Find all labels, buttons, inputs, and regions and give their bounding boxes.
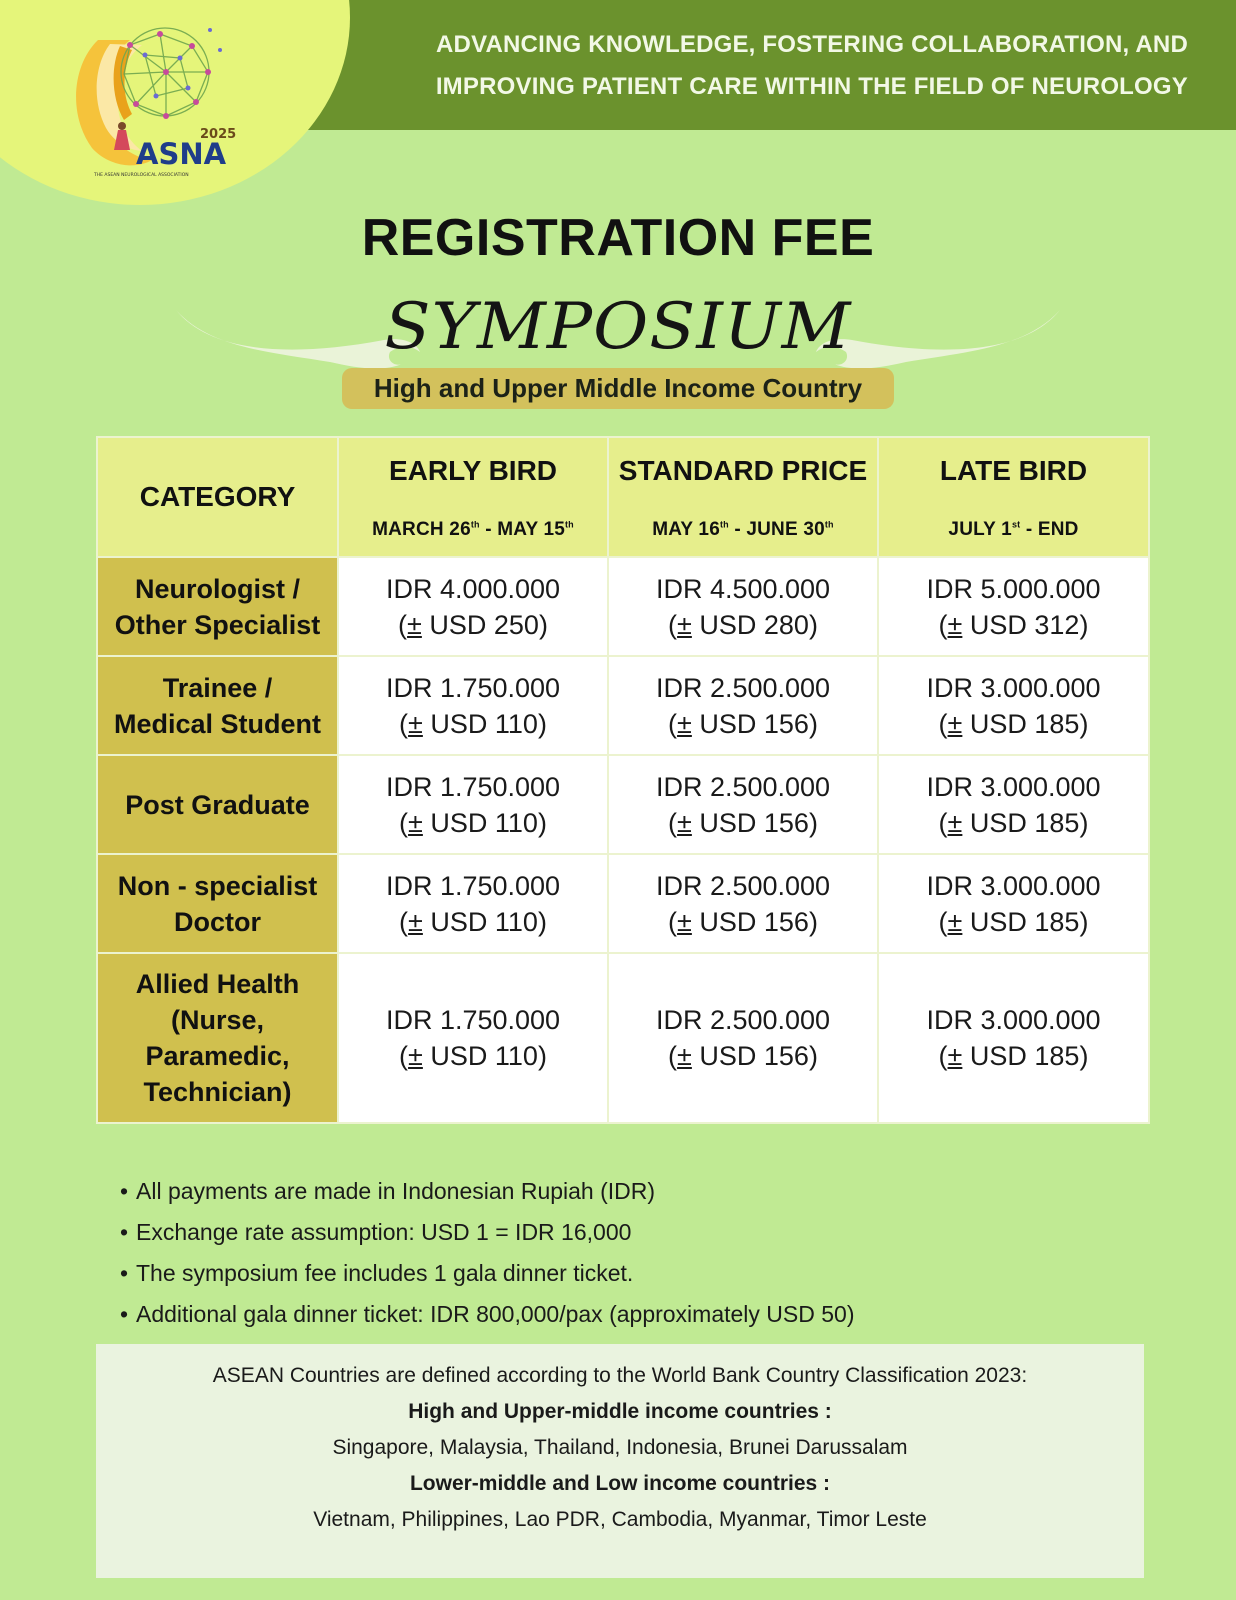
table-row bbox=[97, 557, 1149, 656]
country-classification-box bbox=[96, 1344, 1144, 1578]
column-header bbox=[878, 437, 1149, 557]
income-group-badge: High and Upper Middle Income Country bbox=[342, 368, 894, 409]
group1-label: High and Upper-middle income countries : bbox=[408, 1400, 832, 1423]
approx-sign: ± bbox=[408, 906, 423, 937]
approx-sign: ± bbox=[677, 1041, 692, 1071]
price-usd: (± USD 280) bbox=[668, 609, 818, 640]
price-cell bbox=[878, 656, 1149, 755]
price-cell bbox=[878, 557, 1149, 656]
approx-sign: ± bbox=[407, 609, 422, 640]
column-name: LATE BIRD bbox=[939, 455, 1088, 486]
price-idr: IDR 1.750.000 bbox=[385, 1005, 561, 1035]
table-row bbox=[97, 854, 1149, 953]
price-idr: IDR 5.000.000 bbox=[926, 573, 1101, 604]
note-item: • The symposium fee includes 1 gala dinner ticket. bbox=[120, 1253, 855, 1294]
approx-sign: ± bbox=[677, 906, 692, 937]
price-usd: (± USD 156) bbox=[668, 807, 818, 838]
fee-table bbox=[96, 436, 1150, 1124]
approx-sign: ± bbox=[408, 807, 423, 838]
category-cell bbox=[97, 953, 338, 1123]
category-cell bbox=[97, 656, 338, 755]
price-usd: (± USD 110) bbox=[399, 1041, 547, 1071]
category-line: (Nurse, bbox=[170, 1005, 265, 1035]
table-row bbox=[97, 953, 1149, 1123]
group2-countries: Vietnam, Philippines, Lao PDR, Cambodia, Myanmar, Timor Leste bbox=[313, 1508, 927, 1531]
price-idr: IDR 3.000.000 bbox=[926, 771, 1101, 802]
approx-sign: ± bbox=[947, 906, 963, 937]
price-usd: (± USD 110) bbox=[399, 906, 547, 937]
logo-org-name: THE ASEAN NEUROLOGICAL ASSOCIATION bbox=[94, 173, 189, 178]
asna-logo bbox=[60, 10, 250, 180]
price-cell bbox=[338, 755, 608, 854]
price-idr: IDR 4.000.000 bbox=[385, 573, 561, 604]
approx-sign: ± bbox=[677, 609, 692, 640]
column-name: STANDARD PRICE bbox=[618, 455, 868, 486]
approx-sign: ± bbox=[677, 708, 692, 739]
price-usd: (± USD 156) bbox=[668, 906, 818, 937]
category-line: Paramedic, bbox=[145, 1041, 290, 1071]
price-usd: (± USD 185) bbox=[938, 1041, 1089, 1071]
price-cell bbox=[608, 557, 878, 656]
category-cell bbox=[97, 854, 338, 953]
category-header: CATEGORY bbox=[97, 437, 338, 557]
price-idr: IDR 2.500.000 bbox=[655, 672, 831, 703]
category-line: Allied Health bbox=[135, 969, 300, 999]
approx-sign: ± bbox=[947, 1041, 963, 1071]
column-header bbox=[338, 437, 608, 557]
price-usd: (± USD 156) bbox=[668, 708, 818, 739]
price-idr: IDR 3.000.000 bbox=[926, 870, 1101, 901]
category-line: Other Specialist bbox=[114, 609, 321, 640]
tagline bbox=[368, 24, 1188, 108]
price-cell bbox=[608, 953, 878, 1123]
price-cell bbox=[338, 953, 608, 1123]
fee-table-body bbox=[97, 557, 1149, 1123]
note-item: • Additional gala dinner ticket: IDR 800,000/pax (approximately USD 50) bbox=[120, 1294, 855, 1335]
table-row bbox=[97, 656, 1149, 755]
price-cell bbox=[608, 755, 878, 854]
note-item: • All payments are made in Indonesian Rupiah (IDR) bbox=[120, 1171, 855, 1212]
logo-year: 2025 bbox=[200, 127, 237, 142]
column-name: EARLY BIRD bbox=[388, 455, 558, 486]
approx-sign: ± bbox=[947, 807, 963, 838]
page-title: REGISTRATION FEE bbox=[361, 209, 875, 267]
price-usd: (± USD 110) bbox=[399, 708, 547, 739]
table-row bbox=[97, 755, 1149, 854]
category-line: Doctor bbox=[174, 906, 261, 937]
category-line: Trainee / bbox=[162, 672, 273, 703]
price-usd: (± USD 185) bbox=[938, 807, 1089, 838]
column-header bbox=[608, 437, 878, 557]
price-usd: (± USD 156) bbox=[668, 1041, 818, 1071]
table-header-row bbox=[97, 437, 1149, 557]
approx-sign: ± bbox=[947, 609, 963, 640]
category-line: Neurologist / bbox=[134, 573, 300, 604]
event-subtitle: SYMPOSIUM bbox=[384, 290, 852, 364]
category-line: Medical Student bbox=[113, 708, 322, 739]
price-cell bbox=[878, 755, 1149, 854]
category-cell bbox=[97, 755, 338, 854]
classification-intro: ASEAN Countries are defined according to the World Bank Country Classification 2023: bbox=[212, 1364, 1028, 1387]
approx-sign: ± bbox=[408, 708, 423, 739]
price-usd: (± USD 312) bbox=[938, 609, 1089, 640]
approx-sign: ± bbox=[677, 807, 692, 838]
price-idr: IDR 1.750.000 bbox=[385, 672, 561, 703]
price-idr: IDR 1.750.000 bbox=[385, 870, 561, 901]
note-item: • Exchange rate assumption: USD 1 = IDR 16,000 bbox=[120, 1212, 855, 1253]
price-cell bbox=[878, 953, 1149, 1123]
price-cell bbox=[338, 854, 608, 953]
category-cell bbox=[97, 557, 338, 656]
logo-acronym: ASNA bbox=[136, 137, 227, 171]
price-cell bbox=[338, 656, 608, 755]
price-idr: IDR 3.000.000 bbox=[926, 672, 1101, 703]
column-date-range: MAY 16th - JUNE 30th bbox=[652, 519, 834, 540]
approx-sign: ± bbox=[947, 708, 963, 739]
price-idr: IDR 2.500.000 bbox=[655, 771, 831, 802]
price-idr: IDR 1.750.000 bbox=[385, 771, 561, 802]
column-date-range: JULY 1st - END bbox=[948, 519, 1079, 540]
approx-sign: ± bbox=[408, 1041, 423, 1071]
price-usd: (± USD 250) bbox=[398, 609, 548, 640]
price-usd: (± USD 185) bbox=[938, 906, 1089, 937]
payment-notes bbox=[120, 1171, 855, 1335]
price-cell bbox=[338, 557, 608, 656]
tagline-line-2: IMPROVING PATIENT CARE WITHIN THE FIELD OF NEUROLOGY bbox=[435, 73, 1188, 100]
price-idr: IDR 2.500.000 bbox=[655, 870, 831, 901]
price-cell bbox=[608, 656, 878, 755]
category-line: Post Graduate bbox=[125, 789, 310, 820]
price-idr: IDR 3.000.000 bbox=[926, 1005, 1101, 1035]
price-cell bbox=[878, 854, 1149, 953]
group2-label: Lower-middle and Low income countries : bbox=[409, 1472, 831, 1495]
price-usd: (± USD 110) bbox=[399, 807, 547, 838]
category-line: Non - specialist bbox=[117, 870, 318, 901]
tagline-line-1: ADVANCING KNOWLEDGE, FOSTERING COLLABORATION, AND bbox=[436, 31, 1188, 58]
price-usd: (± USD 185) bbox=[938, 708, 1089, 739]
column-date-range: MARCH 26th - MAY 15th bbox=[372, 519, 574, 540]
group1-countries: Singapore, Malaysia, Thailand, Indonesia, Brunei Darussalam bbox=[332, 1436, 908, 1459]
category-line: Technician) bbox=[143, 1077, 292, 1107]
price-idr: IDR 2.500.000 bbox=[655, 1005, 831, 1035]
price-idr: IDR 4.500.000 bbox=[655, 573, 831, 604]
price-cell bbox=[608, 854, 878, 953]
